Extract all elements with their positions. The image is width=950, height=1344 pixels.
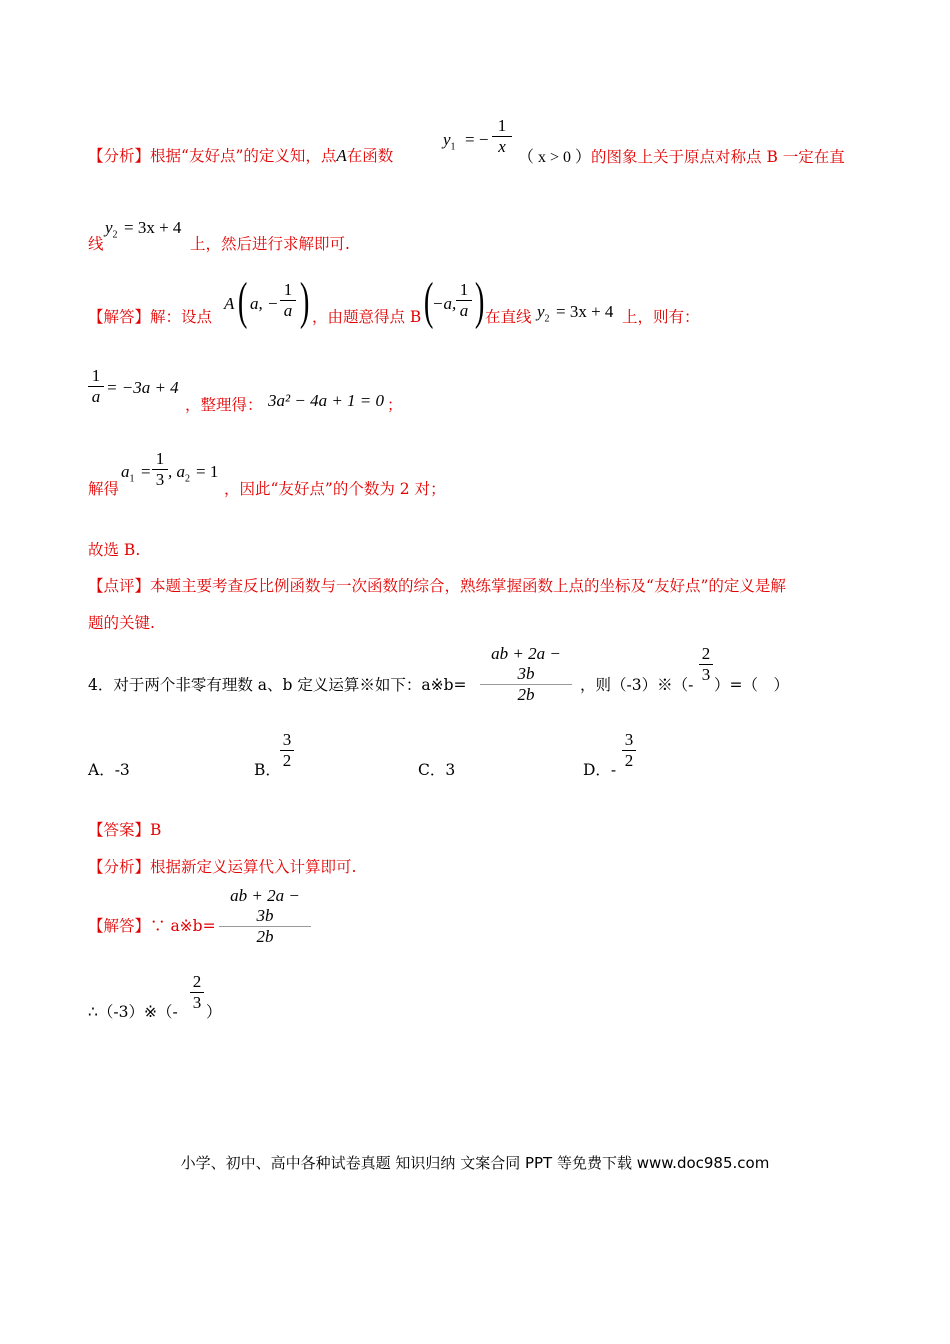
option-a[interactable]: A．-3 (88, 761, 130, 779)
analysis-line-1b: （ x > 0 ）的图象上关于原点对称点 B 一定在直 (518, 148, 845, 166)
answer-value: B (150, 821, 162, 839)
solution-2-line: 【解答】∵ a※b= (88, 917, 216, 935)
fraction-1-over-a-3: 1 a (88, 366, 104, 407)
therefore-close: ） (206, 1003, 222, 1021)
answer-line (88, 818, 161, 840)
analysis-line-1: 【分析】根据“友好点”的定义知，点A在函数 (88, 146, 394, 165)
review-line-1: 【点评】本题主要考查反比例函数与一次函数的综合，熟练掌握函数上点的坐标及“友好点”的定义是解 (88, 577, 786, 595)
fraction-1-over-a-2: 1 a (456, 280, 472, 321)
question-4-text-2: ，则（-3）※（- (580, 676, 694, 694)
therefore-line: ∴（-3）※（- (88, 1003, 178, 1021)
review-line-2: 题的关键. (88, 614, 155, 632)
operation-fraction: ab + 2a − 3b 2b (480, 644, 572, 705)
tidy-text: ，整理得： (185, 396, 263, 414)
solution-2-tag: 【解答】 (88, 917, 151, 935)
a1-equals: = (141, 462, 151, 481)
a1-symbol: $a_1$ (121, 462, 135, 485)
point-A: A (224, 294, 235, 313)
option-c[interactable]: C．3 (418, 761, 456, 779)
left-paren-1: ( (237, 273, 248, 330)
semicolon: ； (387, 396, 403, 414)
solution-line-1c: 在直线 (485, 308, 532, 326)
y2-symbol: $y_2$ (105, 218, 118, 241)
question-4-text: 4．对于两个非零有理数 a、b 定义运算※如下：a※b= (88, 676, 467, 694)
fraction-1-over-a-1: 1 a (280, 280, 296, 321)
fraction-2-over-3-q: 2 3 (699, 644, 713, 685)
solution-tag: 【解答】 (88, 308, 151, 326)
review-tag: 【点评】 (88, 577, 151, 595)
line-expr-2: = 3x + 4 (556, 302, 614, 321)
solution-fraction: ab + 2a − 3b 2b (219, 886, 311, 947)
analysis-2-line: 【分析】根据新定义运算代入计算即可. (88, 858, 357, 876)
analysis-line-2-pre: 线 (88, 235, 104, 253)
analysis-line-2-post: 上，然后进行求解即可. (190, 235, 350, 253)
answer-tag: 【答案】 (88, 821, 151, 839)
y2-symbol-2: $y_2$ (537, 302, 550, 325)
right-paren-1: ) (299, 273, 310, 330)
fraction-1-over-3: 1 3 (152, 449, 168, 490)
left-paren-2: ( (423, 273, 434, 330)
equation-2: 3a² − 4a + 1 = 0 (268, 391, 385, 410)
solve-pre: 解得 (88, 480, 120, 498)
solution-line-1b: ，由题意得点 B (312, 308, 422, 326)
option-b-fraction: 3 2 (280, 730, 294, 771)
page-footer: 小学、初中、高中各种试卷真题 知识归纳 文案合同 PPT 等免费下载 www.doc985.com (180, 1154, 770, 1172)
solution-line-1d: 上，则有： (622, 308, 700, 326)
choose-b: 故选 B. (88, 541, 141, 559)
fraction-2-over-3-last: 2 3 (190, 972, 204, 1013)
a2-symbol: , $a_2$ (168, 462, 190, 485)
y1-symbol: $y_1$ (443, 130, 456, 153)
fraction-1-over-x: 1 x (492, 116, 512, 157)
solution-line-1: 【解答】解：设点 (88, 308, 213, 326)
option-d-label[interactable]: D．- (583, 761, 617, 779)
point-B-coord: −a, (432, 294, 457, 313)
solve-text: ，因此“友好点”的个数为 2 对； (224, 480, 446, 498)
point-A-coord: a, − (250, 294, 279, 313)
option-b-label[interactable]: B． (254, 761, 281, 779)
question-4-text-3: ）=（ ） (714, 676, 789, 694)
analysis-tag: 【分析】 (88, 147, 151, 165)
analysis-2-tag: 【分析】 (88, 858, 151, 876)
right-paren-2: ) (474, 273, 485, 330)
option-d-fraction: 3 2 (622, 730, 636, 771)
a2-equals: = 1 (196, 462, 219, 481)
equation-1: = −3a + 4 (106, 378, 179, 397)
y1-equals: = − (465, 130, 489, 149)
line-expr-1: = 3x + 4 (124, 218, 182, 237)
